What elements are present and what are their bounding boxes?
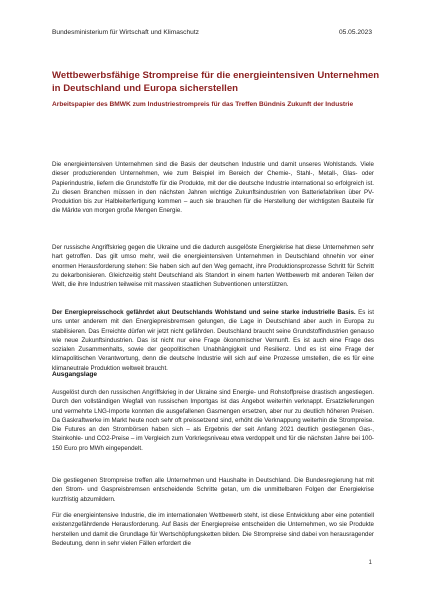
section-paragraph-1: Ausgelöst durch den russischen Angriffskrieg in der Ukraine sind Energie- und Rohstoffpreise drastisch angestiegen. Durch den vollständigen Wegfall von russischen Importgas ist das Angebot weiterhin verknappt. Ersatzlieferungen und vermehrte LNG-Importe konnten die ausgefallenen Gasmengen ersetzen, aber nur zu deutlich höheren Preisen. Da Gaskraftwerke im Markt heute noch sehr oft preissetzend sind, erhöht die Verknappung weiterhin die Strompreise. Die Futures an den Strombörsen haben sich – als Ergebnis der seit Anfang 2021 deutlich gestiegenen Gas-, Steinkohle- und CO2-Preise – im Vergleich zum Vorkriegsniveau etwa verdoppelt und für die nächsten Jahre bei 100-150 Euro pro MWh eingependelt. xyxy=(52,389,374,452)
ministry-name: Bundesministerium für Wirtschaft und Klimaschutz xyxy=(52,29,199,36)
page-number: 1 xyxy=(368,559,372,566)
paragraph-rest: Es ist uns unter anderem mit den Energiepreisbremsen gelungen, die Lage in Deutschland aber auch in Europa zu stabilisieren. Das Erreichte dürfen wir jetzt nicht gefährden. Deutschland braucht seine Grundstoffindustrien genauso wie neue Zukunftsindustrien. Das ist nicht nur eine Frage ökonomischer Vernunft. Es ist auch eine Frage des sozialen Zusammenhalts, sowie der geopolitischen Unabhängigkeit und Resilienz. Und es ist eine Frage der klimapolitischen Verantwortung, denn die deutsche Industrie will sich auf eine Prozesse umstellen, die es für eine klimaneutrale Produktion weltweit braucht. xyxy=(52,309,374,372)
paragraph-bold-lead: Der Energiepreisschock gefährdet akut Deutschlands Wohlstand und seine starke industrielle Basis. xyxy=(52,309,356,316)
intro-paragraph-1: Die energieintensiven Unternehmen sind die Basis der deutschen Industrie und damit unseres Wohlstands. Viele dieser produzierenden Unternehmen, wie zum Beispiel im Bereich der Chemie-, Stahl-, Metall-, Glas- oder Papierindustrie, liefern die Grundstoffe für die Produkte, mit der die deutsche Industrie international so erfolgreich ist. Zu diesen Branchen müssen in den nächsten Jahren wichtige Zukunftsindustrien von Batteriefabriken über PV-Produktion bis zur Halbleiterfertigung kommen – auch sie brauchen für die Herstellung der wichtigsten Bauteile für die Märkte von morgen große Mengen Energie. xyxy=(52,161,374,215)
section-heading: Ausgangslage xyxy=(52,371,98,378)
document-date: 05.05.2023 xyxy=(338,29,372,36)
section-paragraph-3: Für die energieintensive Industrie, die im internationalen Wettbewerb steht, ist diese Entwicklung aber eine potentiell existenzgefährdende Herausforderung. Auf Basis der Energiepreise entscheiden die Unternehmen, wo sie Produkte herstellen und damit die Grundlage für Wertschöpfungsketten bilden. Die Strompreise sind dabei von herausragender Bedeutung, denn in sehr vielen Fällen erfordert die xyxy=(52,512,374,547)
document-subtitle: Arbeitspapier des BMWK zum Industriestrompreis für das Treffen Bündnis Zukunft der Industrie xyxy=(52,101,354,108)
intro-paragraph-2: Der russische Angriffskrieg gegen die Ukraine und die dadurch ausgelöste Energiekrise hat diese Unternehmen sehr hart getroffen. Das gilt umso mehr, weil die energieintensiven Unternehmen in Deutschland ohnehin vor einer enormen Herausforderung stehen: Sie haben sich auf den Weg gemacht, ihre Produktionsprozesse Schritt für Schritt zu dekarbonisieren. Gleichzeitig steht Deutschland als Standort in einem harten Wettbewerb mit anderen Teilen der Welt, die ihre Industrien teilweise mit massiven staatlichen Subventionen unterstützen. xyxy=(52,244,374,289)
section-paragraph-2: Die gestiegenen Strompreise treffen alle Unternehmen und Haushalte in Deutschland. Die Bundesregierung hat mit den Strom- und Gaspreisbremsen entscheidende Schritte getan, um die unmittelbaren Folgen der Energiekrise kurzfristig abzumildern. xyxy=(52,477,374,503)
page-header xyxy=(52,29,372,39)
intro-paragraph-3 xyxy=(52,308,374,373)
document-title: Wettbewerbsfähige Strompreise für die energieintensiven Unternehmen in Deutschland und Europa sicherstellen xyxy=(52,70,380,94)
